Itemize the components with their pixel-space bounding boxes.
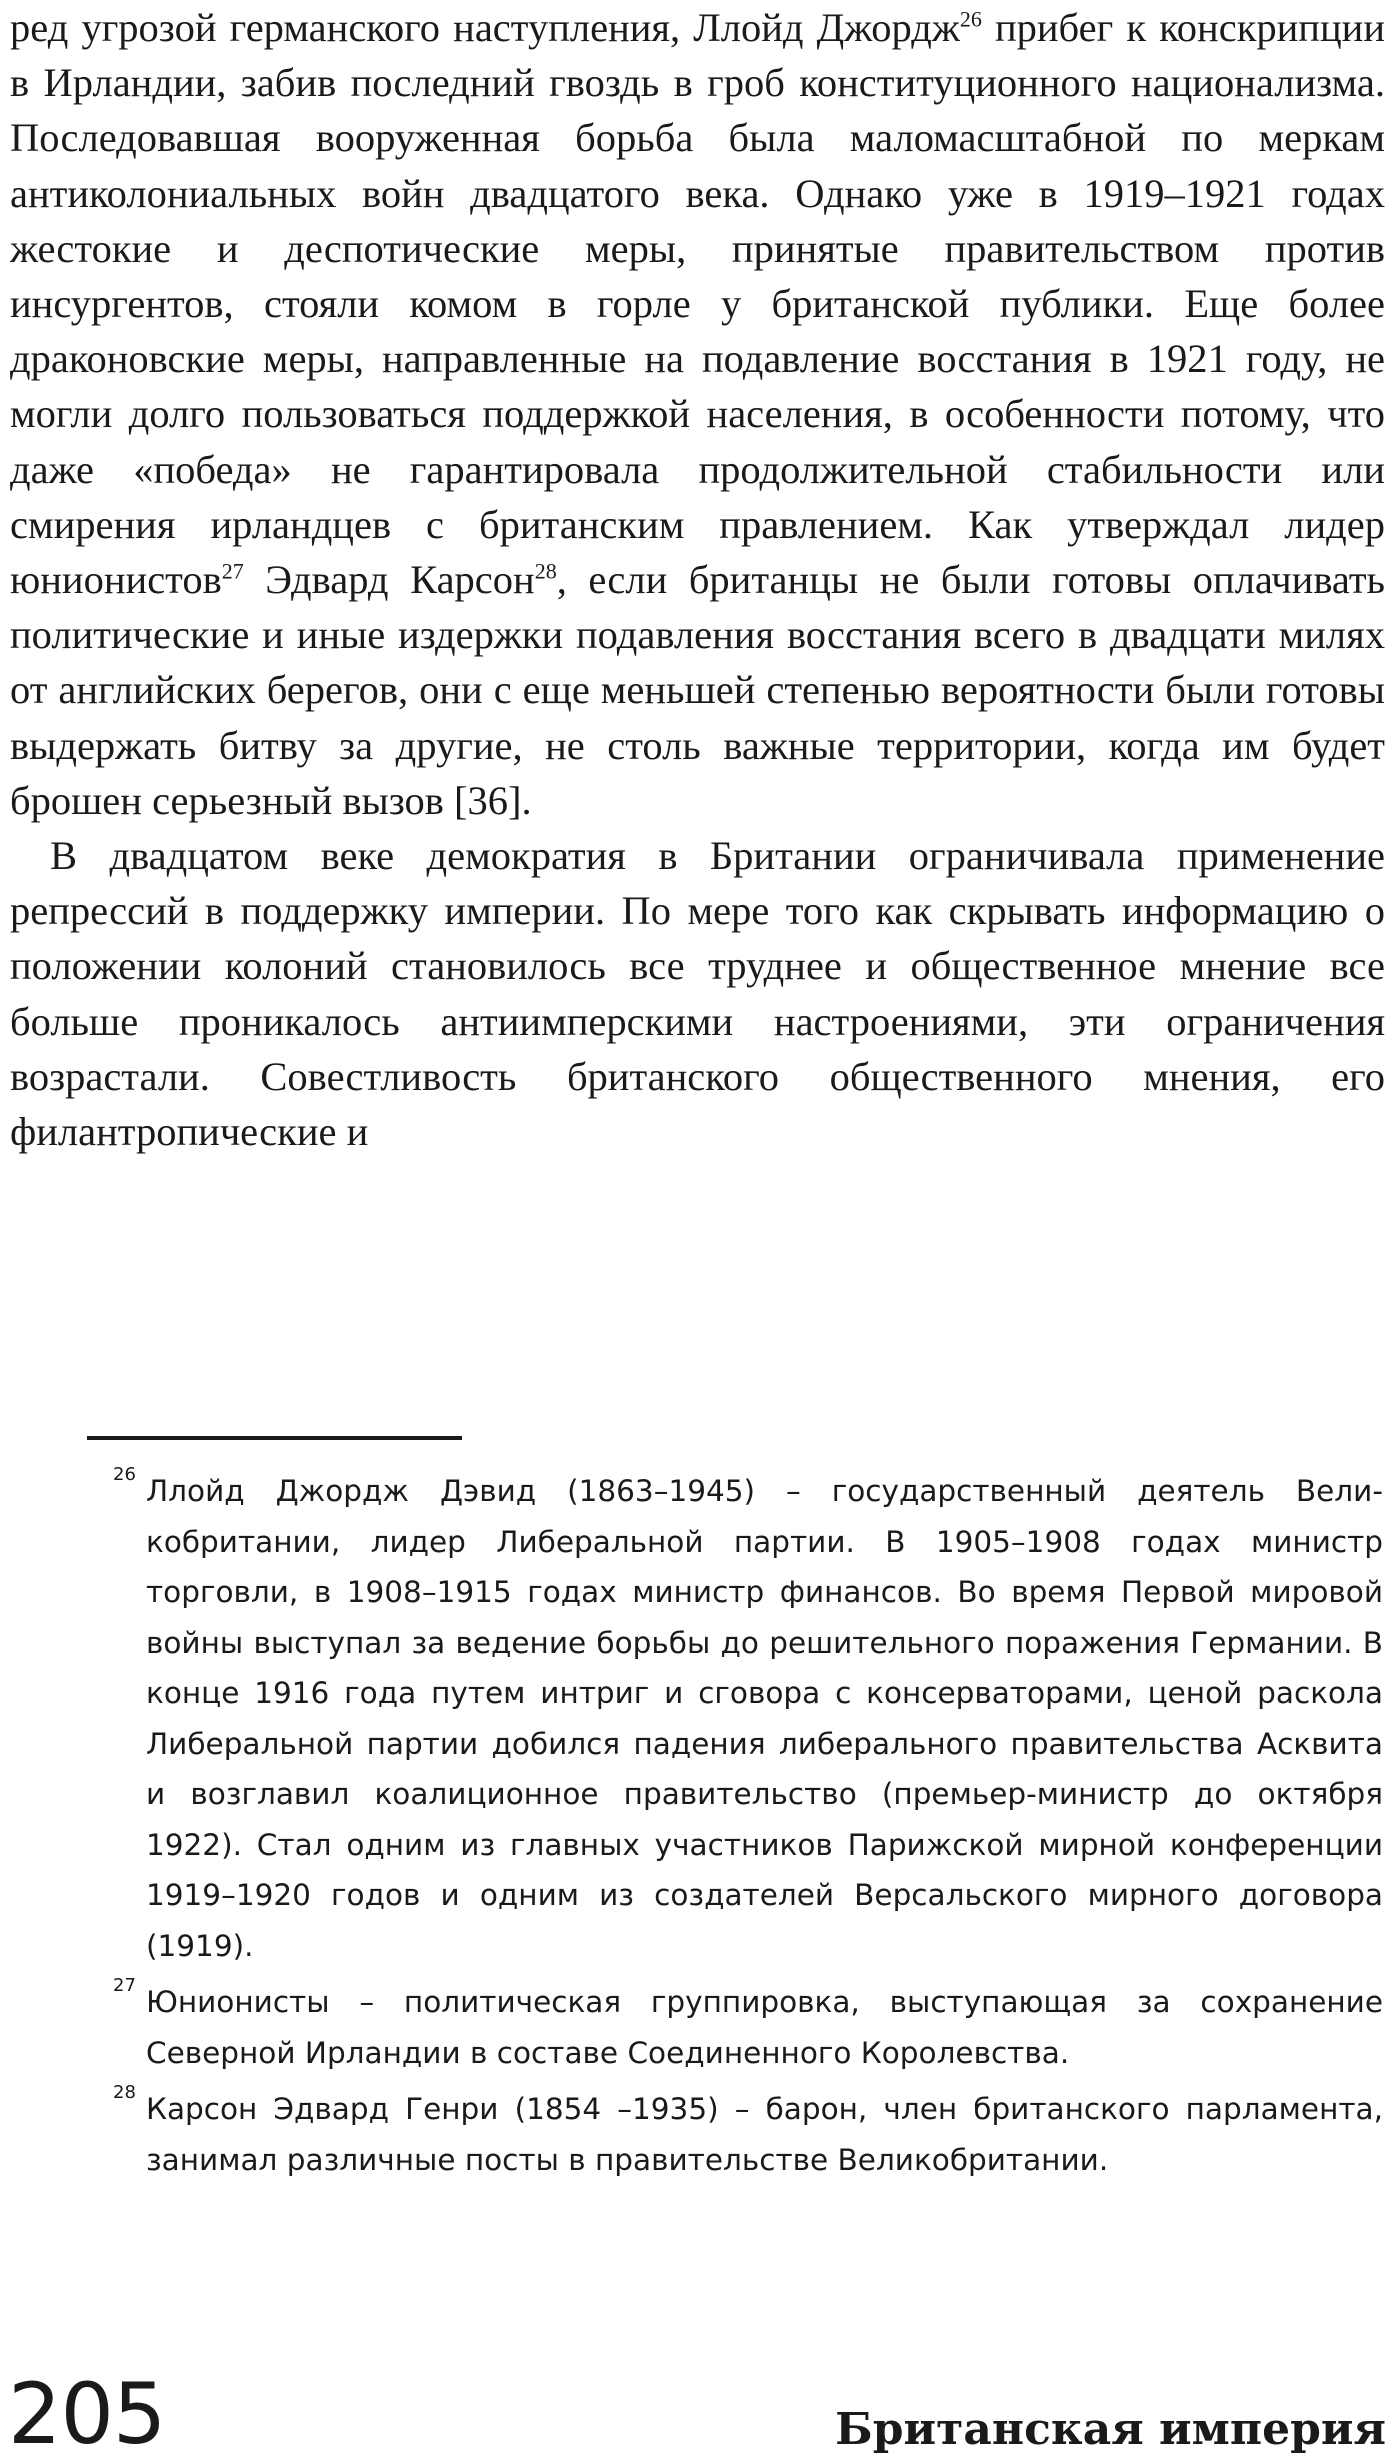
text-segment: ред угрозой германского наступления, Ллойд Джордж xyxy=(10,5,960,50)
running-title: Британская империя xyxy=(835,2404,1386,2455)
footnotes xyxy=(113,1466,1383,2185)
text-segment: прибег к конскрипции в Ирландии, забив последний гвоздь в гроб конституционного национализма. Последовавшая вооруженная борьба была маломасштабной по меркам антиколониальных войн двадцатого века. Однако уже в 1919–1921 годах жестокие и деспотические меры, принятые правительством против инсургентов, стояли комом в горле у британской публики. Еще более драконовские меры, направленные на подавление восстания в 1921 году, не могли долго пользоваться поддержкой населения, в особенности потому, что даже «победа» не гарантировала продолжительной стабильности или смирения ирландцев с британским правлением. Как утверждал лидер юнионистов xyxy=(10,5,1385,603)
page-number: 205 xyxy=(8,2365,166,2463)
footnote-26 xyxy=(113,1466,1383,1971)
footnote-text: Юнионисты – политическая группировка, выступающая за сохранение Северной Ирландии в составе Соединенного Королевства. xyxy=(146,1985,1383,2070)
footnote-text: Карсон Эдвард Генри (1854 –1935) – барон, член британского парламента, занимал различные посты в правительстве Великобритании. xyxy=(146,2092,1383,2177)
text-segment: , если британцы не были готовы оплачивать политические и иные издержки подавления восстания всего в двадцати милях от английских берегов, они с еще меньшей степенью вероятности были готовы выдержать битву за другие, не столь важные территории, когда им будет брошен серьезный вызов [36]. xyxy=(10,557,1385,823)
footnote-ref-26[interactable]: 26 xyxy=(959,6,982,32)
footnote-27 xyxy=(113,1977,1383,2078)
footnote-number: 26 xyxy=(113,1464,136,1485)
text-segment: Эдвард Карсон xyxy=(243,557,535,603)
footnote-separator xyxy=(87,1436,462,1440)
paragraph: В двадцатом веке демократия в Британии ограничивала применение репрессий в поддержку империи. По мере того как скрывать информацию о положении колоний становилось все труднее и общественное мнение все больше проникалось антиимперскими настроениями, эти ограничения возрастали. Совестливость британского общественного мнения, его филантропические и xyxy=(10,833,1385,1155)
footnote-number: 27 xyxy=(113,1975,136,1996)
footnote-ref-28[interactable]: 28 xyxy=(534,558,557,584)
footnote-ref-27[interactable]: 27 xyxy=(221,558,244,584)
footnote-number: 28 xyxy=(113,2082,136,2103)
footnote-28 xyxy=(113,2084,1383,2185)
footnote-text: Ллойд Джордж Дэвид (1863–1945) – государственный деятель Великобритании, лидер Либеральной партии. В 1905–1908 годах министр торговли, в 1908–1915 годах министр финансов. Во время Первой мировой войны выступал за ведение борьбы до решительного поражения Германии. В конце 1916 года путем интриг и сговора с консерваторами, ценой раскола Либеральной партии добился падения либерального правительства Асквита и возглавил коалиционное правительство (премьер-министр до октября 1922). Стал одним из главных участников Парижской мирной конференции 1919–1920 годов и одним из создателей Версальского мирного договора (1919). xyxy=(146,1474,1383,1963)
paragraph xyxy=(10,0,1385,828)
main-text xyxy=(10,0,1385,1159)
